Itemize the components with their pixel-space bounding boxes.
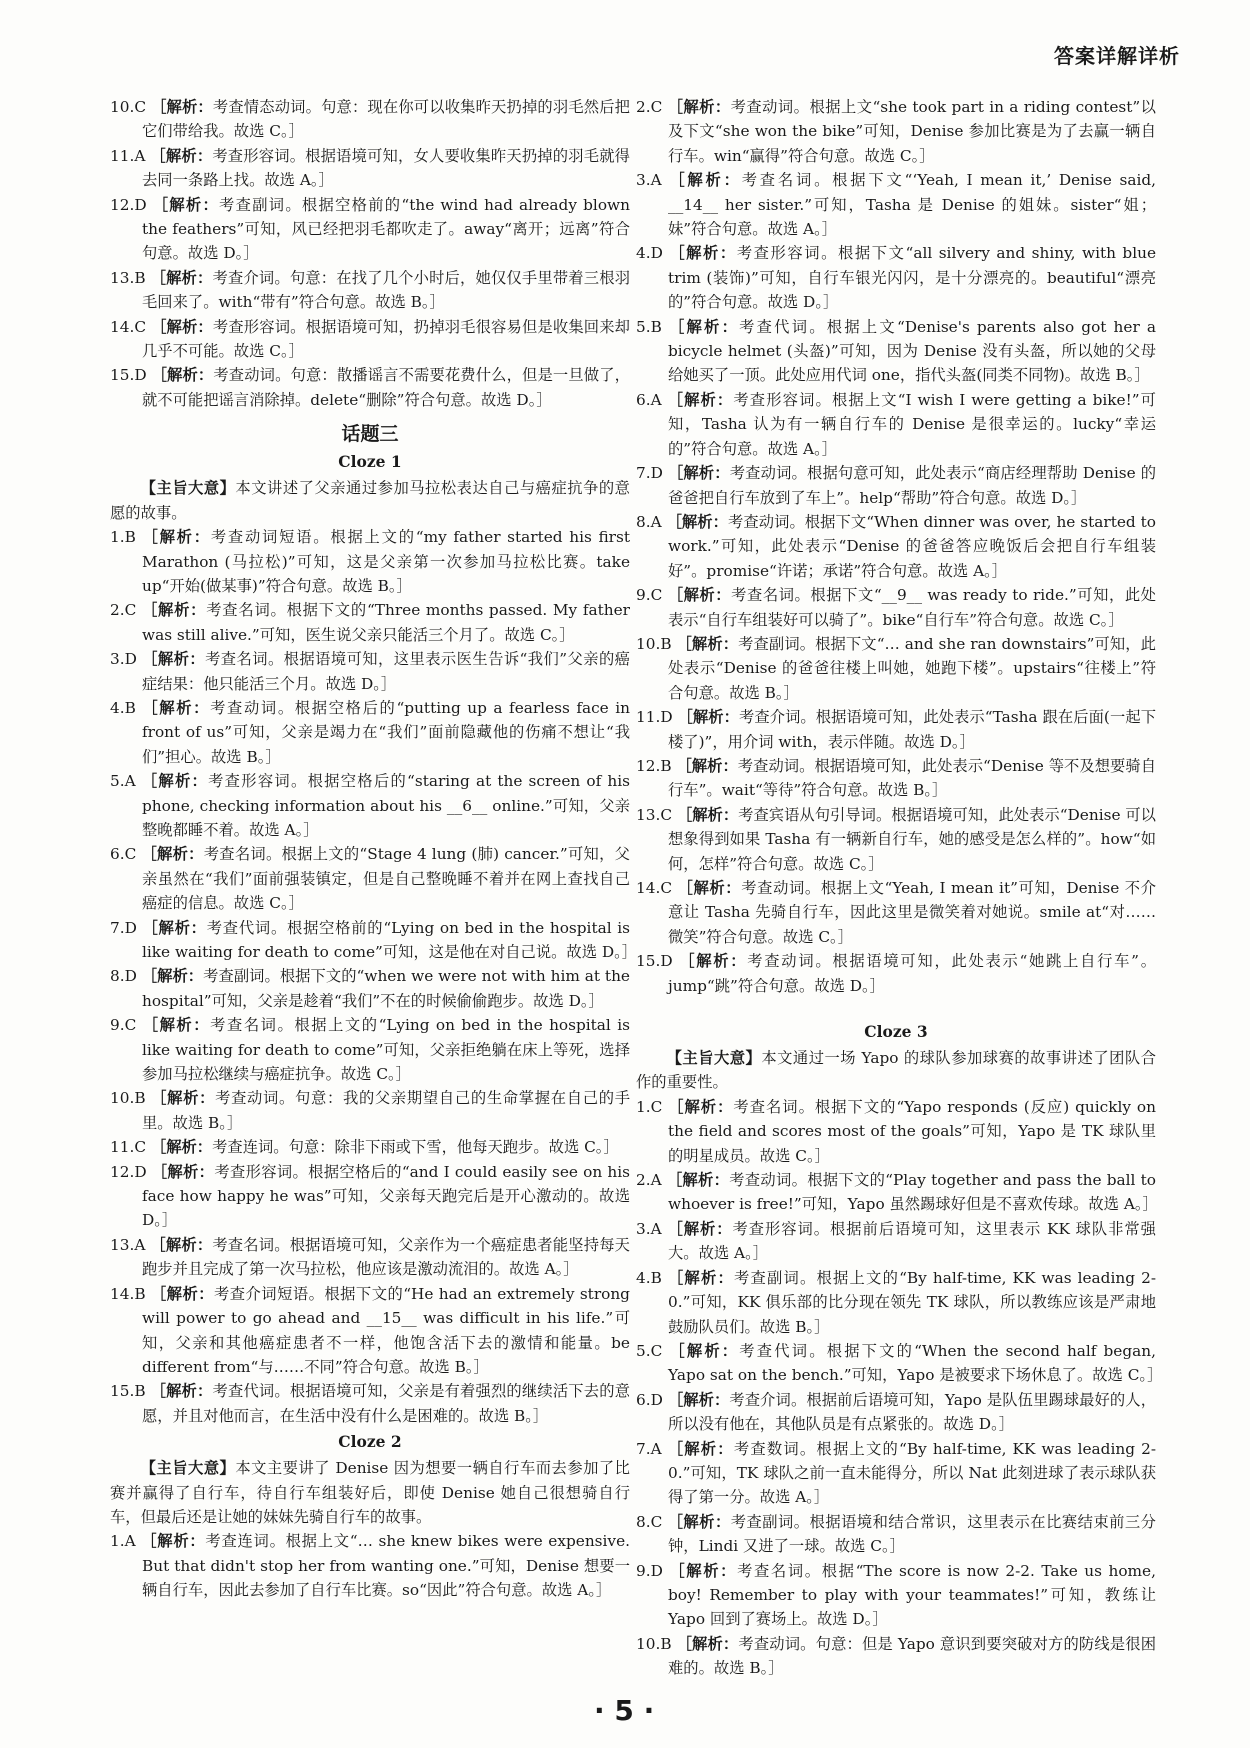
answer-number: 14.B xyxy=(110,1284,151,1303)
answer-number: 1.A xyxy=(110,1532,142,1551)
section-title: 话题三 xyxy=(341,423,399,446)
answer-entry xyxy=(636,1388,1156,1437)
answer-entry xyxy=(636,1217,1156,1266)
analysis-tag: ［解析： xyxy=(142,650,206,669)
answer-number: 8.D xyxy=(110,967,142,986)
answer-entry xyxy=(110,769,630,842)
answer-entry xyxy=(110,144,630,193)
answer-number: 5.C xyxy=(636,1341,670,1360)
analysis-text: 考查副词。根据上文的“By half-time, KK was leading 2-0.”可知，KK 俱乐部的比分现在领先 TK 球队，所以教练应该是严肃地鼓励队员们。故选 B。］ xyxy=(668,1268,1156,1336)
analysis-tag: ［解析： xyxy=(142,918,207,937)
analysis-text: 考查数词。根据上文的“By half-time, KK was leading 2-0.”可知，TK 球队之前一直未能得分，所以 Nat 此刻进球了表示球队获得了第一分。故选 A。］ xyxy=(668,1439,1156,1507)
answer-number: 7.D xyxy=(110,918,143,937)
answer-entry xyxy=(636,949,1156,998)
answer-entry xyxy=(636,168,1156,241)
analysis-text: 考查形容词。根据前后语境可知，这里表示 KK 球队非常强大。故选 A。］ xyxy=(668,1219,1156,1263)
analysis-text: 考查情态动词。句意：现在你可以收集昨天扔掉的羽毛然后把它们带给我。故选 C。］ xyxy=(142,98,630,141)
answer-number: 15.B xyxy=(110,1382,151,1401)
answer-number: 13.C xyxy=(636,805,677,824)
answer-entry xyxy=(110,193,630,266)
analysis-tag: ［解析： xyxy=(667,98,731,116)
answer-entry xyxy=(636,388,1156,461)
answer-number: 2.A xyxy=(636,1171,667,1190)
analysis-text: 考查代词。根据上文“Denise's parents also got her a bicycle helmet (头盔)”可知，因为 Denise 没有头盔，所以她的父母给她买了一顶。此处应用代词 one，指代头盔(同类不同物)。故选 B。］ xyxy=(668,317,1156,385)
right-column xyxy=(636,95,1163,1681)
analysis-text: 考查副词。根据空格前的“the wind had already blown the feathers”可知，风已经把羽毛都吹走了。away“离开；远离”符合句意。故选 D。］ xyxy=(142,195,630,263)
answer-number: 5.A xyxy=(110,772,142,791)
analysis-tag: ［解析： xyxy=(150,1382,213,1401)
analysis-tag: ［解析： xyxy=(151,317,213,336)
answer-number: 10.B xyxy=(636,1634,677,1653)
analysis-tag: ［解析： xyxy=(668,1097,734,1116)
analysis-text: 考查代词。根据下文的“When the second half began, Yapo sat on the bench.”可知，Yapo 是被要求下场休息了。故选 C。］ xyxy=(668,1341,1163,1385)
answer-number: 3.D xyxy=(110,650,143,669)
cloze3-entries xyxy=(636,1095,1163,1681)
answer-entry xyxy=(636,876,1156,949)
analysis-tag: ［解析： xyxy=(676,634,739,653)
analysis-text: 考查副词。根据下文的“when we were not with him at the hospital”可知，父亲是趁着“我们”不在的时候偷偷跑步。故选 D。］ xyxy=(142,967,630,1010)
answer-entry xyxy=(110,95,630,144)
answer-number: 4.B xyxy=(110,698,143,717)
analysis-text: 考查动词。根据句意可知，此处表示“商店经理帮助 Denise 的爸爸把自行车放到了车上”。help“帮助”符合句意。故选 D。］ xyxy=(668,464,1156,507)
answer-number: 6.C xyxy=(110,845,142,864)
answer-number: 10.B xyxy=(636,634,677,653)
analysis-text: 考查动词短语。根据上文的“my father started his first Marathon (马拉松)”可知，这是父亲第一次参加马拉松比赛。take up“开始(做某事)”符合句意。故选 B。］ xyxy=(142,528,630,595)
answer-entry xyxy=(110,1013,630,1086)
answer-number: 10.C xyxy=(110,98,152,116)
analysis-tag: ［解析： xyxy=(142,1016,211,1035)
answer-entry xyxy=(636,1339,1163,1388)
analysis-text: 考查动词。根据语境可知，此处表示“Denise 等不及想要骑自行车”。wait“等待”符合句意。故选 B。］ xyxy=(668,756,1156,800)
summary-text: 本文主要讲了 Denise 因为想要一辆自行车而去参加了比赛并赢得了自行车，待自行车组装好后，即使 Denise 她自己很想骑自行车，但最后还是让她的妹妹先骑自行车的故事。 xyxy=(110,1459,630,1526)
analysis-text: 考查形容词。根据语境可知，扔掉羽毛很容易但是收集回来却几乎不可能。故选 C。］ xyxy=(142,317,630,361)
answer-number: 11.C xyxy=(110,1138,151,1157)
summary-label: 【主旨大意】 xyxy=(666,1049,762,1068)
answer-number: 8.C xyxy=(636,1512,668,1531)
analysis-tag: ［解析： xyxy=(141,772,209,791)
analysis-text: 考查名词。根据下文“‘Yeah, I mean it,’ Denise said, __14__ her sister.”可知，Tasha 是 Denise 的姐妹。sister“姐；妹”符合句意。故选 A。］ xyxy=(668,171,1156,239)
analysis-tag: ［解析： xyxy=(141,601,207,620)
answer-entry xyxy=(110,842,630,915)
summary-text: 本文讲述了父亲通过参加马拉松表达自己与癌症抗争的意愿的故事。 xyxy=(110,479,630,522)
answer-number: 9.C xyxy=(110,1016,143,1035)
answer-entry xyxy=(636,1266,1156,1339)
analysis-tag: ［解析： xyxy=(669,171,742,190)
analysis-text: 考查形容词。根据空格后的“and I could easily see on his face how happy he was”可知，父亲每天跑完后是开心激动的。故选 D。］ xyxy=(142,1162,630,1230)
analysis-tag: ［解析： xyxy=(669,1561,738,1580)
analysis-tag: ［解析： xyxy=(679,952,748,971)
analysis-text: 考查名词。根据下文的“Three months passed. My father was still alive.”可知，医生说父亲只能活三个月了。故选 C。］ xyxy=(142,601,630,644)
entries-topic-two-end xyxy=(110,95,630,412)
answer-number: 15.D xyxy=(110,366,152,385)
analysis-text: 考查名词。根据语境可知，父亲作为一个癌症患者能坚持每天跑步并且完成了第一次马拉松，他应该是激动流泪的。故选 A。］ xyxy=(142,1235,630,1279)
analysis-tag: ［解析： xyxy=(667,390,734,409)
answer-entry xyxy=(636,754,1156,803)
analysis-text: 考查动词。句意：但是 Yapo 意识到要突破对方的防线是很困难的。故选 B。］ xyxy=(668,1634,1156,1678)
analysis-text: 考查名词。根据语境可知，这里表示医生告诉“我们”父亲的癌症结果：他只能活三个月。故选 D。］ xyxy=(142,650,630,693)
cloze3-title: Cloze 3 xyxy=(864,1022,928,1042)
analysis-text: 考查名词。根据下文“__9__ was ready to ride.”可知，此处表示“自行车组装好可以骑了”。bike“自行车”符合句意。故选 C。］ xyxy=(668,586,1156,629)
analysis-text: 考查介词。根据前后语境可知，Yapo 是队伍里踢球最好的人，所以没有他在，其他队员是有点紧张的。故选 D。］ xyxy=(668,1390,1156,1434)
analysis-text: 考查形容词。根据下文“all silvery and shiny, with blue trim (装饰)”可知，自行车银光闪闪，是十分漂亮的。beautiful“漂亮的”符合句意。故选 D。］ xyxy=(668,244,1156,312)
analysis-text: 考查名词。根据下文的“Yapo responds (反应) quickly on the field and scores most of the goals”可知，Yapo 是 TK 球队里的明星成员。故选 C。］ xyxy=(668,1097,1156,1165)
analysis-tag: ［解析： xyxy=(151,366,214,385)
left-column xyxy=(110,95,638,1603)
analysis-tag: ［解析： xyxy=(150,1284,214,1303)
analysis-tag: ［解析： xyxy=(141,967,204,986)
analysis-text: 考查副词。根据语境和结合常识，这里表示在比赛结束前三分钟，Lindi 又进了一球。故选 C。］ xyxy=(668,1512,1156,1556)
analysis-tag: ［解析： xyxy=(676,805,739,824)
answer-entry xyxy=(636,315,1156,388)
answer-number: 5.B xyxy=(636,317,669,336)
analysis-text: 考查连词。句意：除非下雨或下雪，他每天跑步。故选 C。］ xyxy=(212,1138,619,1157)
answer-entry xyxy=(636,583,1156,632)
answer-number: 2.C xyxy=(110,601,142,620)
analysis-text: 考查副词。根据下文“… and she ran downstairs”可知，此处表示“Denise 的爸爸往楼上叫她，她跑下楼”。upstairs“往楼上”符合句意。故选 B。］ xyxy=(668,634,1156,702)
cloze1-title: Cloze 1 xyxy=(338,452,402,472)
answer-number: 4.D xyxy=(636,244,670,263)
analysis-tag: ［解析： xyxy=(150,1138,213,1157)
answer-entry xyxy=(110,266,630,315)
answer-entry xyxy=(636,803,1156,876)
answer-number: 12.D xyxy=(110,1162,152,1181)
answer-entry xyxy=(636,1437,1156,1510)
analysis-text: 考查动词。根据上文“she took part in a riding contest”以及下文“she won the bike”可知，Denise 参加比赛是为了去赢一辆自行车。win“赢得”符合句意。故选 C。］ xyxy=(668,98,1156,165)
answer-entry xyxy=(110,696,630,769)
analysis-tag: ［解析： xyxy=(677,879,742,897)
answer-number: 15.D xyxy=(636,952,680,971)
analysis-tag: ［解析： xyxy=(669,1341,740,1360)
answer-entry xyxy=(110,1529,630,1602)
analysis-tag: ［解析： xyxy=(150,146,213,165)
analysis-tag: ［解析： xyxy=(677,708,739,727)
answer-number: 7.A xyxy=(636,1439,668,1458)
answer-entry xyxy=(636,95,1156,168)
answer-number: 3.A xyxy=(636,171,670,190)
answer-entry xyxy=(636,1168,1156,1217)
answer-number: 10.B xyxy=(110,1089,152,1108)
summary-label: 【主旨大意】 xyxy=(140,1459,236,1478)
answer-entry xyxy=(636,1559,1156,1632)
answer-entry xyxy=(110,1160,630,1233)
summary-text: 本文通过一场 Yapo 的球队参加球赛的故事讲述了团队合作的重要性。 xyxy=(636,1049,1156,1092)
analysis-tag: ［解析： xyxy=(667,1390,730,1409)
analysis-tag: ［解析： xyxy=(141,1532,206,1551)
answer-number: 13.B xyxy=(110,268,151,287)
answer-entry xyxy=(110,647,630,696)
answer-number: 3.A xyxy=(636,1219,668,1238)
cloze1-summary xyxy=(110,476,630,525)
answer-number: 14.C xyxy=(110,317,152,336)
answer-number: 1.B xyxy=(110,528,143,547)
analysis-text: 考查动词。句意：散播谣言不需要花费什么，但是一旦做了，就不可能把谣言消除掉。delete“删除”符合句意。故选 D。］ xyxy=(142,366,630,409)
analysis-text: 考查名词。根据“The score is now 2-2. Take us home, boy! Remember to play with your teammates!”可知，教练让 Yapo 回到了赛场上。故选 D。］ xyxy=(668,1561,1156,1629)
answer-number: 1.C xyxy=(636,1097,669,1116)
answer-entry xyxy=(110,1282,630,1380)
cloze3-summary xyxy=(636,1046,1156,1095)
analysis-tag: ［解析： xyxy=(151,1162,215,1181)
answer-number: 6.D xyxy=(636,1390,668,1409)
analysis-tag: ［解析： xyxy=(676,1634,739,1653)
answer-entry xyxy=(110,1379,630,1428)
answer-entry xyxy=(636,1510,1156,1559)
analysis-text: 考查形容词。根据语境可知，女人要收集昨天扔掉的羽毛就得去同一条路上找。故选 A。］ xyxy=(142,146,630,190)
answer-entry xyxy=(636,1095,1156,1168)
cloze2-first-entry xyxy=(110,1529,630,1602)
analysis-tag: ［解析： xyxy=(151,98,213,116)
page-number: · 5 · xyxy=(594,1694,655,1727)
analysis-text: 考查动词。根据下文的“Play together and pass the ball to whoever is free!”可知，Yapo 虽然踢球好但是不喜欢传球。故选 A。］ xyxy=(668,1171,1158,1214)
analysis-text: 考查介词短语。根据下文的“He had an extremely strong will power to go ahead and __15__ was difficult in his life.”可知，父亲和其他癌症患者不一样，他饱含活下去的激情和能量。be different from“与……不同”符合句意。故选 B。］ xyxy=(142,1284,630,1376)
answer-entry xyxy=(110,525,630,598)
analysis-tag: ［解析： xyxy=(666,512,729,531)
answer-number: 13.A xyxy=(110,1235,151,1254)
answer-entry xyxy=(636,461,1156,510)
answer-entry xyxy=(110,964,630,1013)
analysis-tag: ［解析： xyxy=(676,756,738,775)
answer-number: 4.B xyxy=(636,1268,668,1287)
analysis-text: 考查介词。根据语境可知，此处表示“Tasha 跟在后面(一起下楼了)”，用介词 with，表示伴随。故选 D。］ xyxy=(668,708,1156,751)
analysis-text: 考查形容词。根据上文“I wish I were getting a bike!”可知，Tasha 认为有一辆自行车的 Denise 是很幸运的。lucky“幸运的”符合句意。故选 A。］ xyxy=(668,390,1156,458)
cloze2-summary xyxy=(110,1456,630,1529)
analysis-tag: ［解析： xyxy=(667,1268,734,1287)
answer-number: 8.A xyxy=(636,512,667,531)
answer-entry xyxy=(636,705,1156,754)
analysis-tag: ［解析： xyxy=(667,1512,731,1531)
analysis-text: 考查连词。根据上文“… she knew bikes were expensive. But that didn't stop her from wanting one.”可知，Denise 想要一辆自行车，因此去参加了自行车比赛。so“因此”符合句意。故选 A。］ xyxy=(142,1532,630,1600)
answer-entry xyxy=(110,1135,630,1159)
analysis-tag: ［解析： xyxy=(667,586,732,605)
analysis-text: 考查名词。根据上文的“Lying on bed in the hospital is like waiting for death to come”可知，父亲拒绝躺在床上等死，选择参加马拉松继续与癌症抗争。故选 C。］ xyxy=(142,1016,630,1084)
answer-number: 14.C xyxy=(636,879,678,897)
analysis-tag: ［解析： xyxy=(150,268,213,287)
answer-entry xyxy=(110,315,630,364)
analysis-tag: ［解析： xyxy=(142,698,211,717)
summary-label: 【主旨大意】 xyxy=(140,479,236,498)
answer-entry xyxy=(636,510,1156,583)
answer-entry xyxy=(110,363,630,412)
analysis-text: 考查动词。根据下文“When dinner was over, he started to work.”可知，此处表示“Denise 的爸爸答应晚饭后会把自行车组装好”。promise“许诺；承诺”符合句意。故选 A。］ xyxy=(668,512,1156,580)
answer-entry xyxy=(636,241,1156,314)
page-header-title: 答案详解详析 xyxy=(1054,44,1180,68)
answer-entry xyxy=(110,1233,630,1282)
analysis-text: 考查介词。句意：在找了几个小时后，她仅仅手里带着三根羽毛回来了。with“带有”符合句意。故选 B。］ xyxy=(142,268,630,312)
answer-number: 9.D xyxy=(636,1561,670,1580)
analysis-text: 考查动词。句意：我的父亲期望自己的生命掌握在自己的手里。故选 B。］ xyxy=(142,1089,630,1132)
analysis-tag: ［解析： xyxy=(667,1439,734,1458)
answer-number: 6.A xyxy=(636,390,668,409)
answer-number: 11.D xyxy=(636,708,678,727)
answer-entry xyxy=(110,598,630,647)
analysis-tag: ［解析： xyxy=(141,845,204,864)
analysis-tag: ［解析： xyxy=(150,1235,213,1254)
analysis-tag: ［解析： xyxy=(142,528,211,547)
cloze2-entries xyxy=(636,95,1156,998)
analysis-tag: ［解析： xyxy=(668,317,740,336)
cloze2-title: Cloze 2 xyxy=(338,1432,402,1452)
analysis-tag: ［解析： xyxy=(151,1089,216,1108)
analysis-tag: ［解析： xyxy=(666,1171,730,1190)
analysis-text: 考查动词。根据空格后的“putting up a fearless face in front of us”可知，父亲是竭力在“我们”面前隐藏他的伤痛不想让“我们”担心。故选 B。］ xyxy=(142,698,630,766)
analysis-text: 考查代词。根据空格前的“Lying on bed in the hospital is like waiting for death to come”可知，这是他在对自己说。故选 D。］ xyxy=(142,918,638,961)
cloze1-entries xyxy=(110,525,638,1428)
answer-entry xyxy=(110,1086,630,1135)
answer-entry xyxy=(636,1632,1156,1681)
answer-entry xyxy=(636,632,1156,705)
answer-number: 12.B xyxy=(636,756,677,775)
analysis-text: 考查动词。根据语境可知，此处表示“她跳上自行车”。jump“跳”符合句意。故选 D。］ xyxy=(668,952,1156,995)
analysis-tag: ［解析： xyxy=(152,195,220,214)
analysis-text: 考查宾语从句引导词。根据语境可知，此处表示“Denise 可以想象得到如果 Tasha 有一辆新自行车，她的感受是怎么样的”。how“如何，怎样”符合句意。故选 C。］ xyxy=(668,805,1156,873)
answer-number: 11.A xyxy=(110,146,151,165)
analysis-text: 考查名词。根据上文的“Stage 4 lung (肺) cancer.”可知，父亲虽然在“我们”面前强装镇定，但是自己整晚睡不着并在网上查找自己癌症的信息。故选 C。］ xyxy=(142,845,630,913)
answer-number: 2.C xyxy=(636,98,668,116)
analysis-tag: ［解析： xyxy=(667,464,730,483)
analysis-text: 考查代词。根据语境可知，父亲是有着强烈的继续活下去的意愿，并且对他而言，在生活中没有什么是困难的。故选 B。］ xyxy=(142,1382,630,1425)
answer-number: 7.D xyxy=(636,464,668,483)
analysis-text: 考查形容词。根据空格后的“staring at the screen of his phone, checking information about his __6__ online.”可知，父亲整晚都睡不着。故选 A。］ xyxy=(142,772,630,839)
analysis-tag: ［解析： xyxy=(669,244,737,263)
answer-number: 9.C xyxy=(636,586,668,605)
analysis-text: 考查动词。根据上文“Yeah, I mean it”可知，Denise 不介意让 Tasha 先骑自行车，因此这里是微笑着对她说。smile at“对……微笑”符合句意。故选 C。］ xyxy=(668,879,1156,946)
analysis-tag: ［解析： xyxy=(667,1219,733,1238)
answer-entry xyxy=(110,916,638,965)
answer-number: 12.D xyxy=(110,195,153,214)
